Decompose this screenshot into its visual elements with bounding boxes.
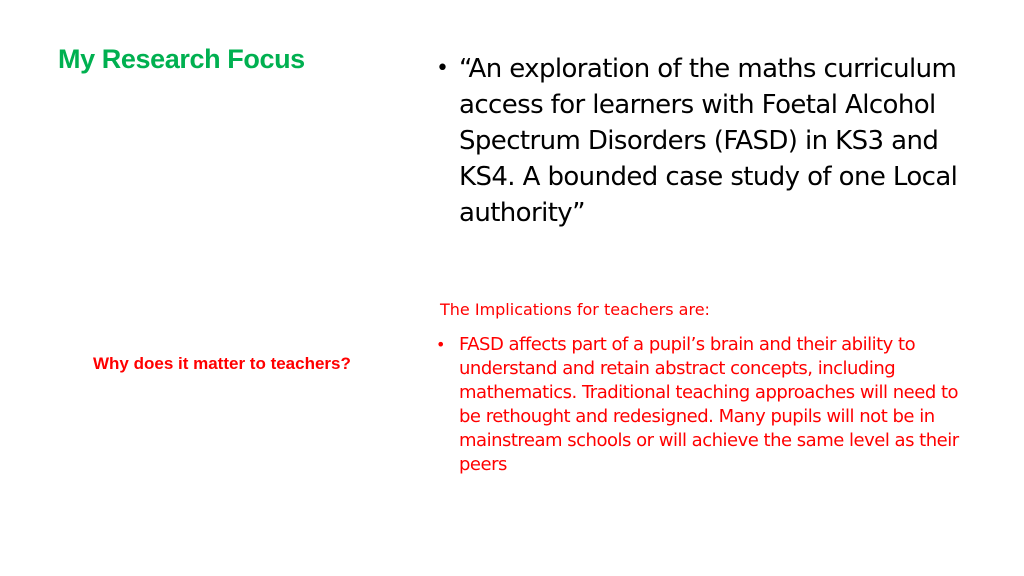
implications-heading: The Implications for teachers are:: [440, 300, 710, 319]
implications-item: [436, 333, 976, 477]
slide-title: My Research Focus: [58, 44, 305, 74]
implications-list: [436, 333, 976, 477]
research-focus-text: “An exploration of the maths curriculum access for learners with Foetal Alcohol Spectrum Disorders (FASD) in KS3 and KS4. A bounded case study of one Local authority”: [459, 54, 958, 228]
implications-block: [436, 333, 976, 477]
bullet-icon: •: [436, 335, 445, 354]
research-focus-list: [436, 51, 976, 231]
implications-text: FASD affects part of a pupil’s brain and their ability to understand and retain abstract concepts, including mathematics. Traditional teaching approaches will need to be rethought and redesigned. Many pupils will not be in mainstream schools or will achieve the same level as their peers: [459, 334, 959, 475]
research-focus-item: [436, 51, 976, 231]
research-focus-block: [436, 51, 976, 231]
why-it-matters-question: Why does it matter to teachers?: [93, 354, 351, 373]
bullet-icon: •: [436, 56, 449, 81]
